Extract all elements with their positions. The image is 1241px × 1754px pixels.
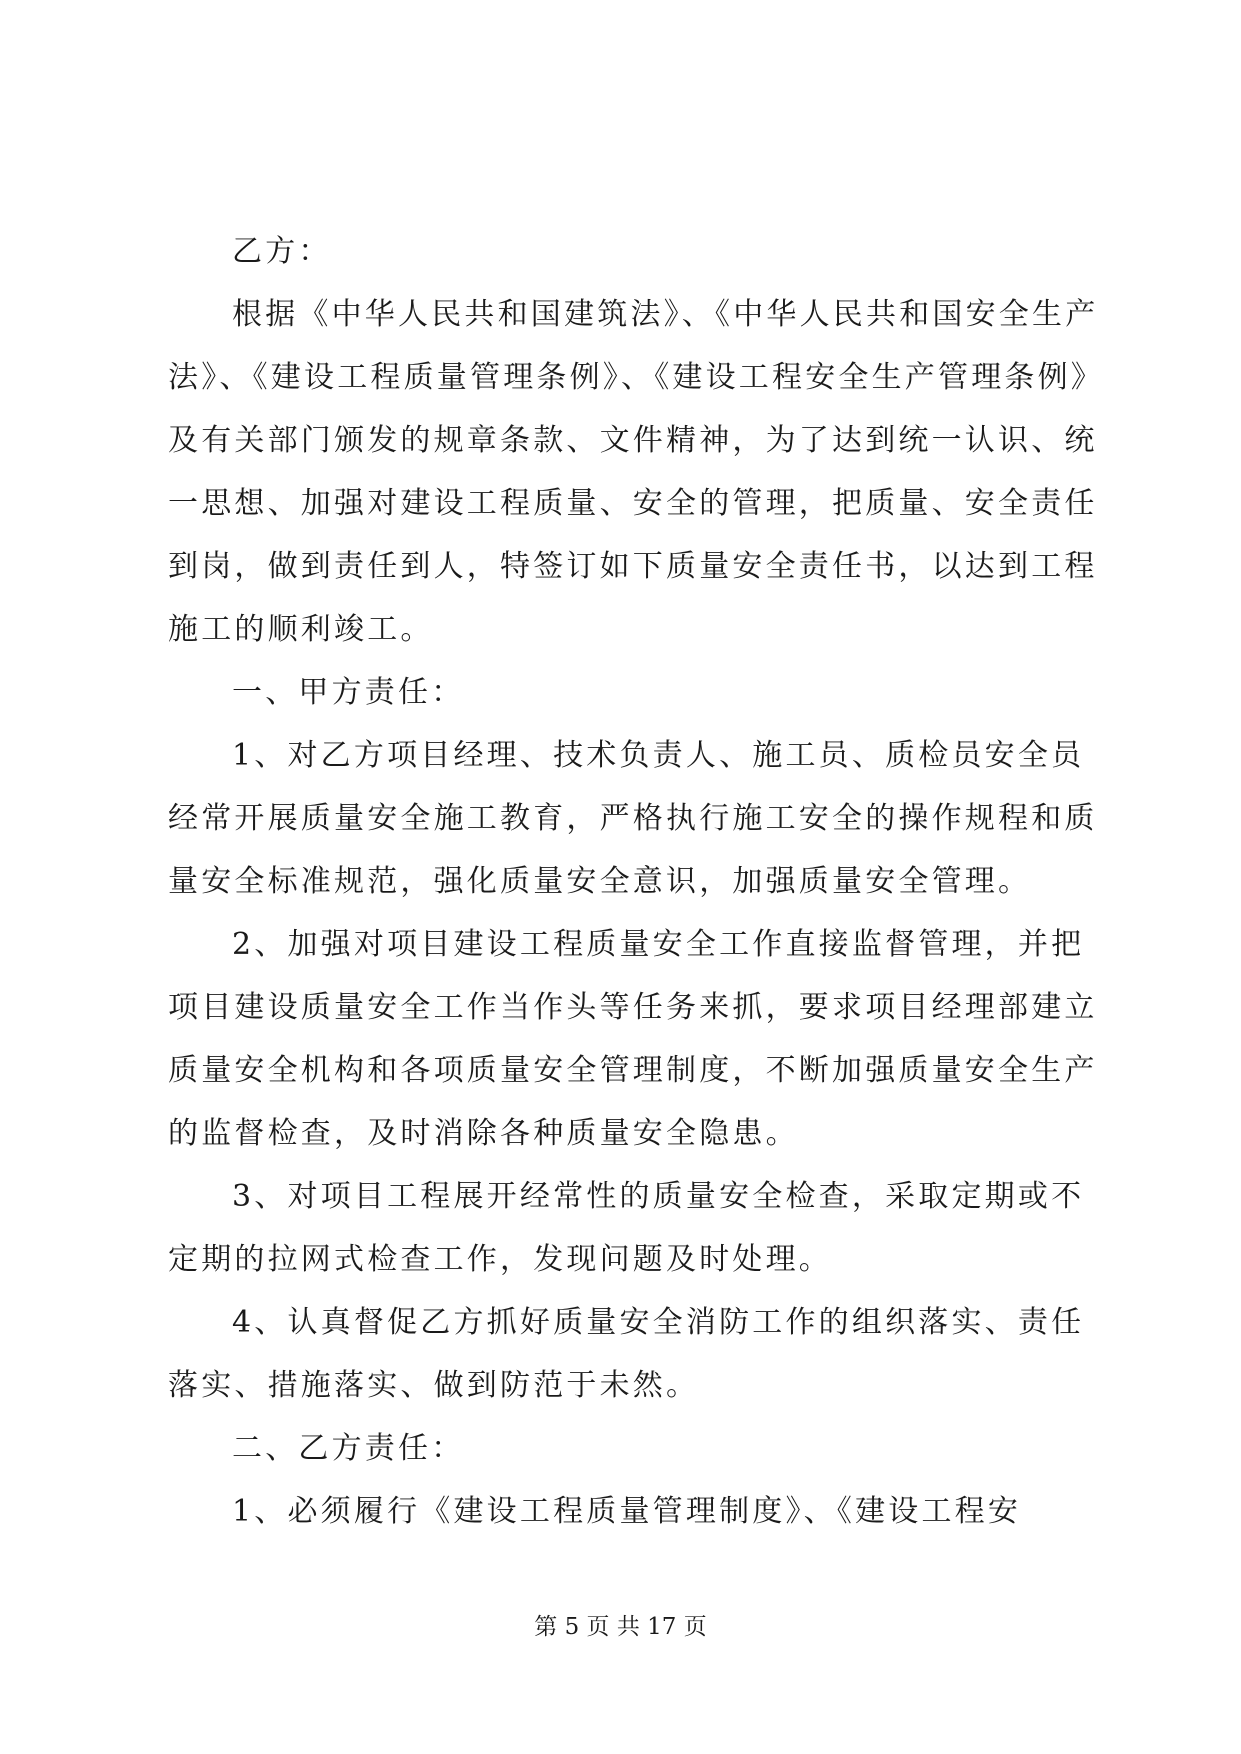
paragraph-line: 施工的顺利竣工。 xyxy=(168,612,434,647)
page-footer: 第 5 页 共 17 页 xyxy=(534,1614,707,1640)
paragraph-line: 根据《中华人民共和国建筑法》、《中华人民共和国安全生产 xyxy=(232,297,1099,332)
paragraph-line: 2、加强对项目建设工程质量安全工作直接监督管理，并把 xyxy=(232,927,1085,962)
paragraph-line: 量安全标准规范，强化质量安全意识，加强质量安全管理。 xyxy=(168,864,1032,899)
paragraph-line: 乙方： xyxy=(232,234,332,269)
paragraph-line: 及有关部门颁发的规章条款、文件精神，为了达到统一认识、统 xyxy=(168,423,1098,458)
paragraph-line: 一思想、加强对建设工程质量、安全的管理，把质量、安全责任 xyxy=(168,486,1098,521)
paragraph-line: 的监督检查，及时消除各种质量安全隐患。 xyxy=(168,1116,799,1151)
paragraph-line: 定期的拉网式检查工作，发现问题及时处理。 xyxy=(168,1242,832,1277)
paragraph-line: 经常开展质量安全施工教育，严格执行施工安全的操作规程和质 xyxy=(168,801,1098,836)
paragraph-line: 3、对项目工程展开经常性的质量安全检查，采取定期或不 xyxy=(232,1179,1085,1214)
section-heading: 一、甲方责任： xyxy=(232,675,465,710)
paragraph-line: 项目建设质量安全工作当作头等任务来抓，要求项目经理部建立 xyxy=(168,990,1098,1025)
paragraph-line: 质量安全机构和各项质量安全管理制度，不断加强质量安全生产 xyxy=(168,1053,1098,1088)
document-body xyxy=(168,220,1104,1543)
paragraph-line: 到岗，做到责任到人，特签订如下质量安全责任书，以达到工程 xyxy=(168,549,1098,584)
paragraph-line: 法》、《建设工程质量管理条例》、《建设工程安全生产管理条例》 xyxy=(168,360,1104,395)
paragraph-line: 落实、措施落实、做到防范于未然。 xyxy=(168,1368,700,1403)
paragraph-line: 1、必须履行《建设工程质量管理制度》、《建设工程安 xyxy=(232,1494,1022,1529)
section-heading: 二、乙方责任： xyxy=(232,1431,465,1466)
paragraph-line: 4、认真督促乙方抓好质量安全消防工作的组织落实、责任 xyxy=(232,1305,1085,1340)
paragraph-line: 1、对乙方项目经理、技术负责人、施工员、质检员安全员 xyxy=(232,738,1085,773)
